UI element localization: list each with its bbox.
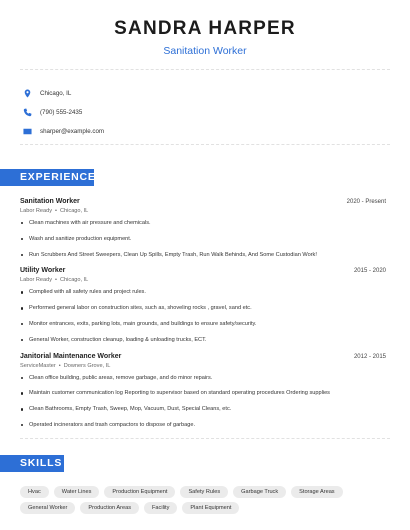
skill-chip: Production Equipment bbox=[104, 486, 175, 498]
skill-chip: Storage Areas bbox=[291, 486, 342, 498]
job-entry bbox=[0, 198, 410, 258]
job-entry-employer: ServiceMaster • Downers Grove, IL bbox=[20, 362, 111, 369]
list-item: Operated incinerators and trash compactors to dispose of garbage. bbox=[20, 422, 386, 429]
contact-phone bbox=[22, 103, 410, 121]
skills-list bbox=[0, 486, 410, 518]
divider bbox=[20, 144, 390, 145]
skill-chip: Water Lines bbox=[54, 486, 100, 498]
skill-chip: Garbage Truck bbox=[233, 486, 286, 498]
skill-chip: Safety Rules bbox=[180, 486, 228, 498]
skill-chip: Facility bbox=[144, 502, 177, 514]
job-entry-employer: Labor Ready • Chicago, IL bbox=[20, 277, 89, 284]
experience-heading: EXPERIENCE bbox=[0, 169, 94, 186]
job-title: Sanitation Worker bbox=[163, 45, 247, 57]
job-entry-bullets bbox=[20, 220, 386, 258]
job-entry-bullets bbox=[20, 375, 386, 429]
location-pin-icon bbox=[22, 88, 32, 98]
job-entry-location: Chicago, IL bbox=[60, 277, 89, 284]
job-entry-title: Janitorial Maintenance Worker bbox=[20, 352, 122, 360]
contact-email bbox=[22, 122, 410, 140]
skill-chip: Hvac bbox=[20, 486, 49, 498]
job-entry-bullets bbox=[20, 289, 386, 343]
skill-chip: General Worker bbox=[20, 502, 75, 514]
skill-chip: Plant Equipment bbox=[182, 502, 239, 514]
contact-email-text: sharper@example.com bbox=[40, 127, 105, 135]
job-entry-title: Sanitation Worker bbox=[20, 198, 80, 205]
contact-location-text: Chicago, IL bbox=[40, 89, 72, 97]
job-entry-company: ServiceMaster bbox=[20, 362, 56, 369]
list-item: Clean Bathrooms, Empty Trash, Sweep, Mop, Vacuum, Dust, Special Cleans, etc. bbox=[20, 406, 386, 413]
candidate-name: SANDRA HARPER bbox=[114, 18, 296, 39]
job-entry bbox=[0, 353, 410, 429]
skill-chip: Production Areas bbox=[80, 502, 139, 514]
list-item: Complied with all safety rules and project rules. bbox=[20, 289, 386, 296]
list-item: Wash and sanitize production equipment. bbox=[20, 236, 386, 243]
job-entry-location: Downers Grove, IL bbox=[63, 362, 111, 369]
job-entry-dates: 2020 - Present bbox=[346, 199, 386, 205]
job-entry bbox=[0, 267, 410, 343]
contact-location bbox=[22, 84, 410, 102]
list-item: Run Scrubbers And Street Sweepers, Clean Up Spills, Empty Trash, Run Walk Behinds, And Some Custodian Work! bbox=[20, 252, 386, 259]
job-entry-dates: 2012 - 2015 bbox=[353, 353, 386, 360]
job-entry-location: Chicago, IL bbox=[60, 208, 89, 214]
list-item: General Worker, construction cleanup, loading & unloading trucks, ECT. bbox=[20, 337, 386, 344]
contact-list bbox=[0, 70, 410, 140]
contact-phone-text: (790) 555-2435 bbox=[40, 108, 83, 116]
list-item: Maintain customer communication log Reporting to supervisor based on standard operating procedures Ordering supplies bbox=[20, 390, 386, 397]
list-item: Performed general labor on construction sites, such as, shoveling rocks , gravel, sand etc. bbox=[20, 305, 386, 312]
resume-header bbox=[0, 0, 410, 57]
skills-heading: SKILLS bbox=[0, 455, 64, 472]
phone-icon bbox=[22, 107, 32, 117]
job-entry-dates: 2015 - 2020 bbox=[353, 268, 386, 275]
job-entry-title: Utility Worker bbox=[20, 267, 66, 275]
list-item: Monitor entrances, exits, parking lots, main grounds, and buildings to ensure safety/security. bbox=[20, 321, 386, 328]
list-item: Clean machines with air pressure and chemicals. bbox=[20, 220, 386, 227]
divider bbox=[20, 438, 390, 439]
job-entry-employer: Labor Ready • Chicago, IL bbox=[20, 208, 89, 214]
job-entry-company: Labor Ready bbox=[20, 277, 53, 284]
job-entry-company: Labor Ready bbox=[20, 208, 53, 214]
email-icon bbox=[22, 126, 32, 136]
experience-section bbox=[0, 198, 410, 428]
list-item: Clean office building, public areas, remove garbage, and do minor repairs. bbox=[20, 375, 386, 382]
